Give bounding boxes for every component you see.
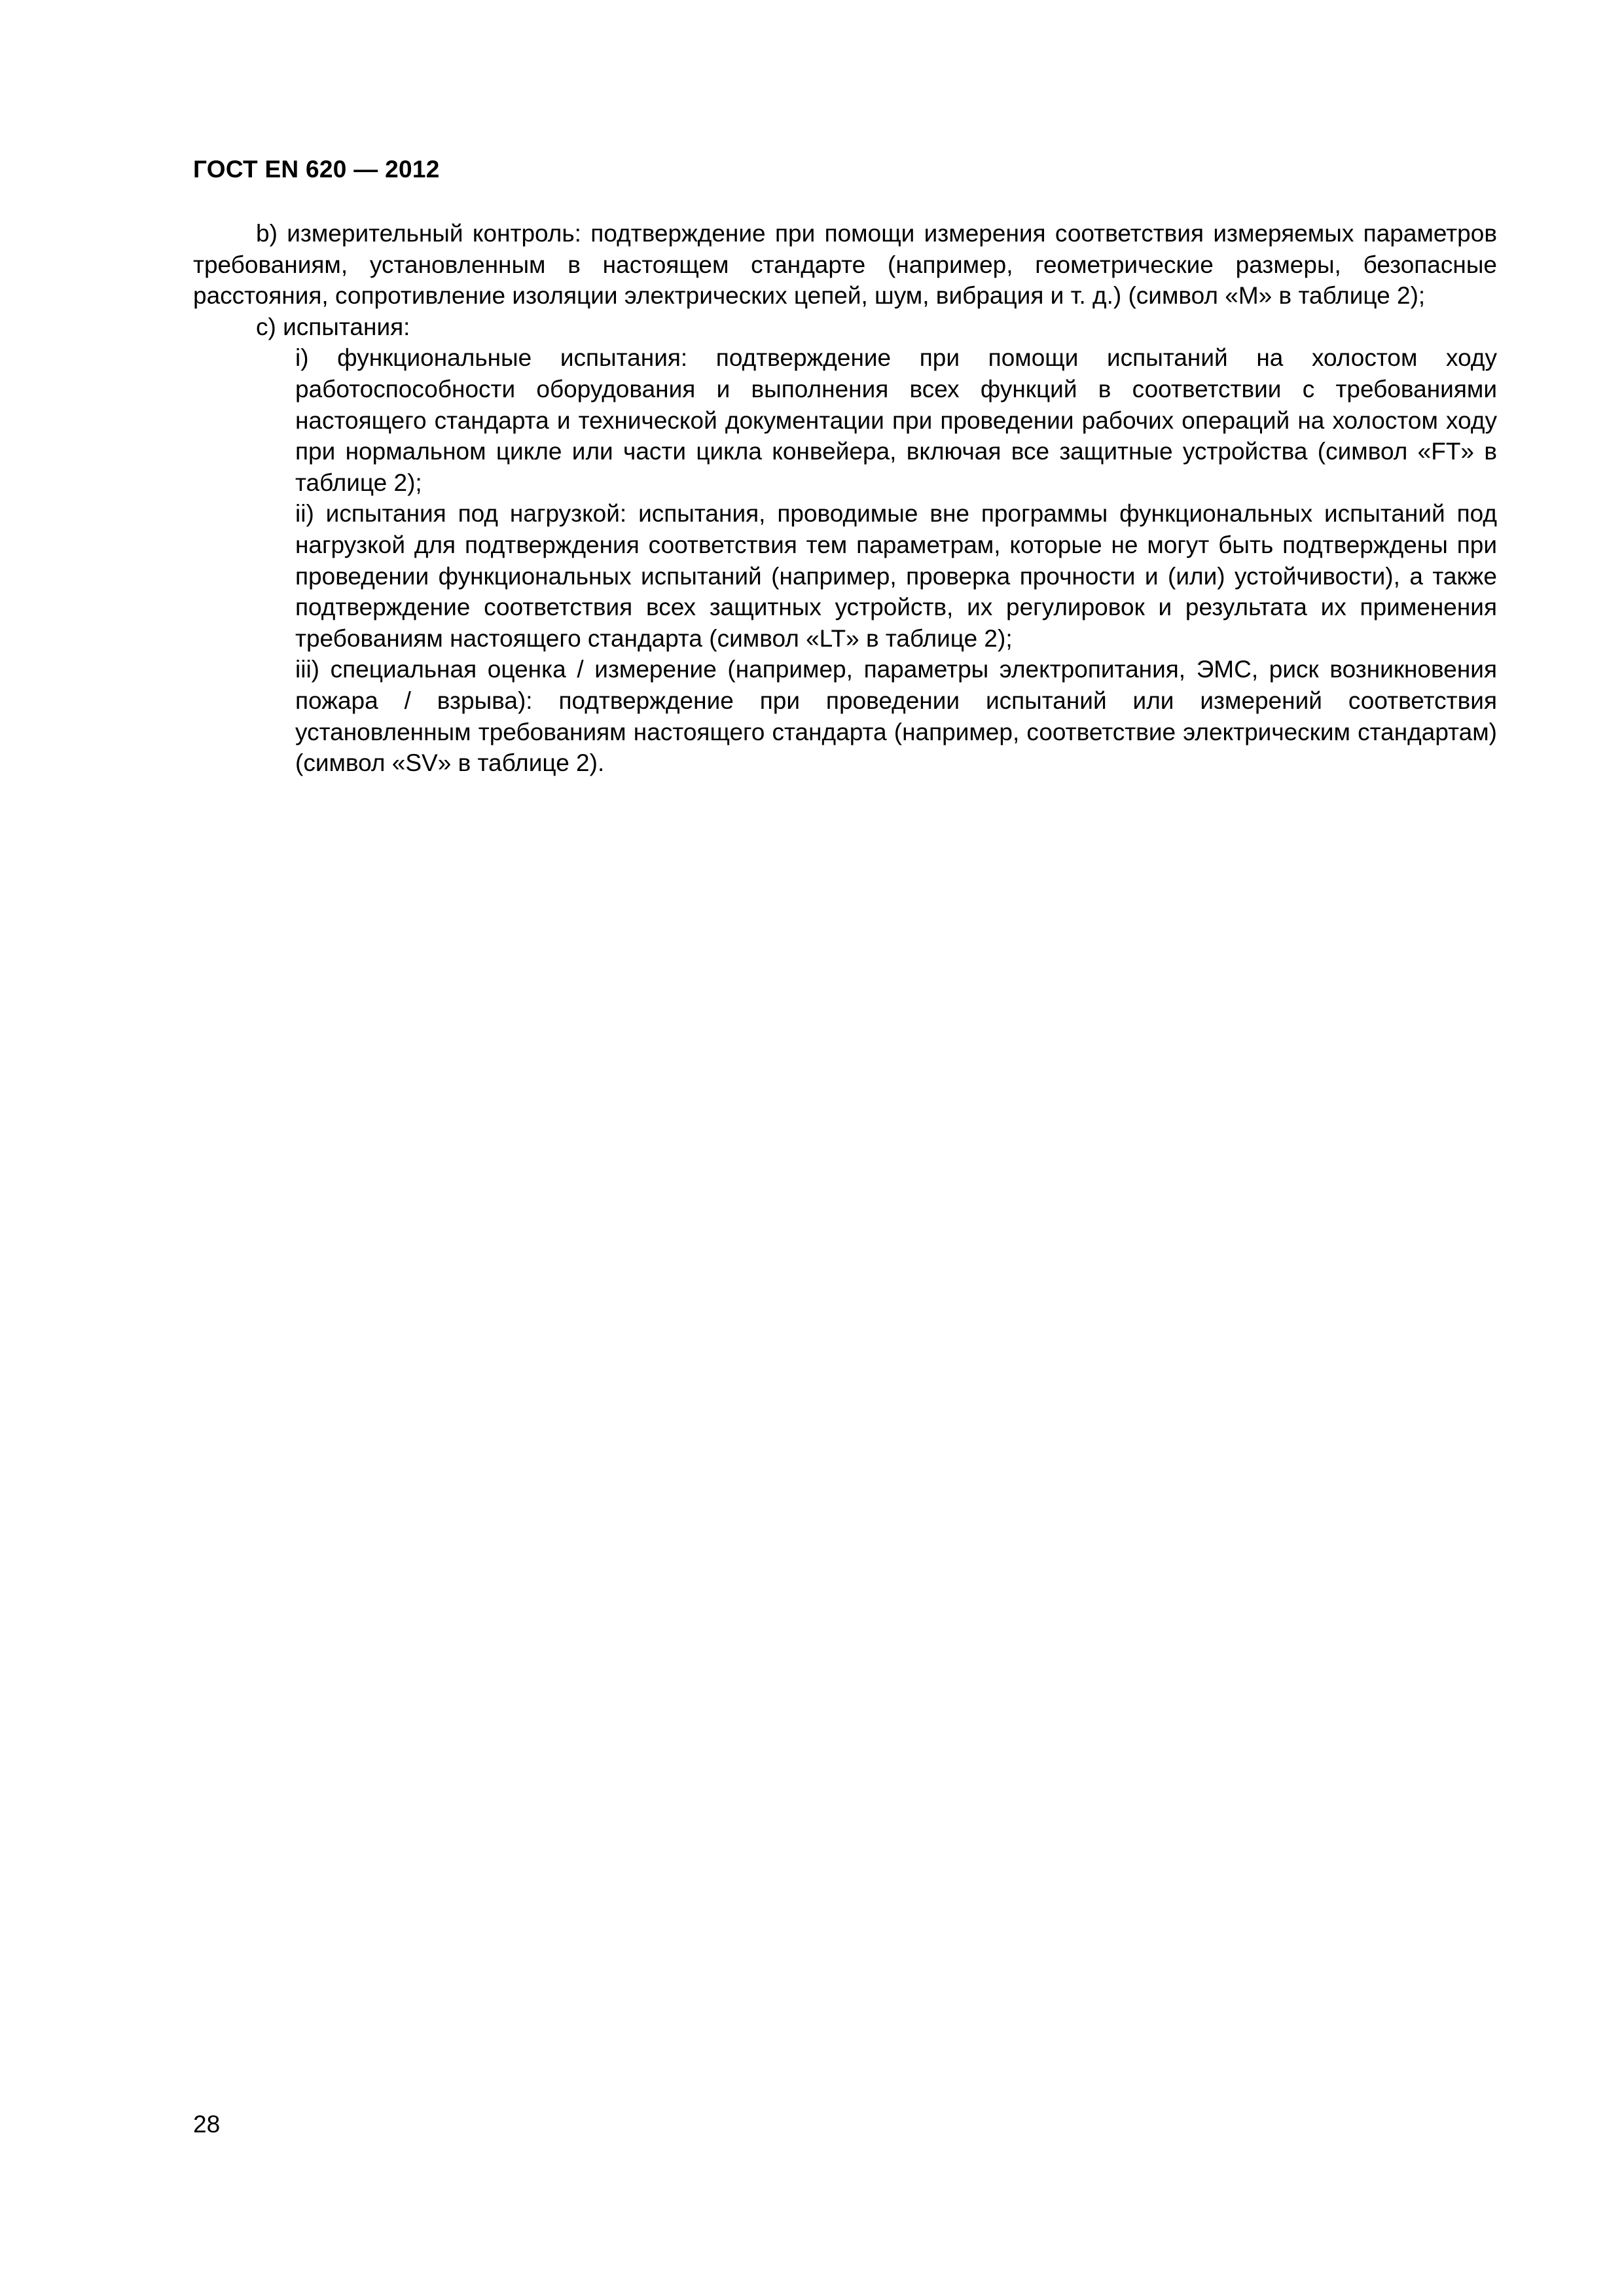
document-header: ГОСТ EN 620 — 2012 [193, 156, 440, 183]
page-number: 28 [193, 2111, 221, 2138]
paragraph-item-c-ii: ii) испытания под нагрузкой: испытания, проводимые вне программы функциональных испытаний под нагрузкой для подтверждения соответствия тем параметрам, которые не могут быть подтверждены при проведении функциональных испытаний (например, проверка прочности и (или) устойчивости), а также подтверждение соответствия всех защитных устройств, их регулировок и результата их применения требованиям настоящего стандарта (символ «LT» в таблице 2); [295, 500, 1497, 652]
document-body [193, 218, 1497, 779]
paragraph-item-c-iii: iii) специальная оценка / измерение (например, параметры электропитания, ЭМС, риск возникновения пожара / взрыва): подтверждение при проведении испытаний или измерений соответствия установленным требованиям настоящего стандарта (например, соответствие электрическим стандартам) (символ «SV» в таблице 2). [295, 656, 1497, 777]
paragraph-item-c-i: i) функциональные испытания: подтверждение при помощи испытаний на холостом ходу работоспособности оборудования и выполнения всех функций в соответствии с требованиями настоящего стандарта и технической документации при проведении рабочих операций на холостом ходу при нормальном цикле или части цикла конвейера, включая все защитные устройства (символ «FT» в таблице 2); [295, 344, 1497, 496]
paragraph-item-b: b) измерительный контроль: подтверждение при помощи измерения соответствия измеряемых параметров требованиям, установленным в настоящем стандарте (например, геометрические размеры, безопасные расстояния, сопротивление изоляции электрических цепей, шум, вибрация и т. д.) (символ «М» в таблице 2); [193, 220, 1497, 310]
paragraph-item-c: c) испытания: [256, 313, 410, 340]
